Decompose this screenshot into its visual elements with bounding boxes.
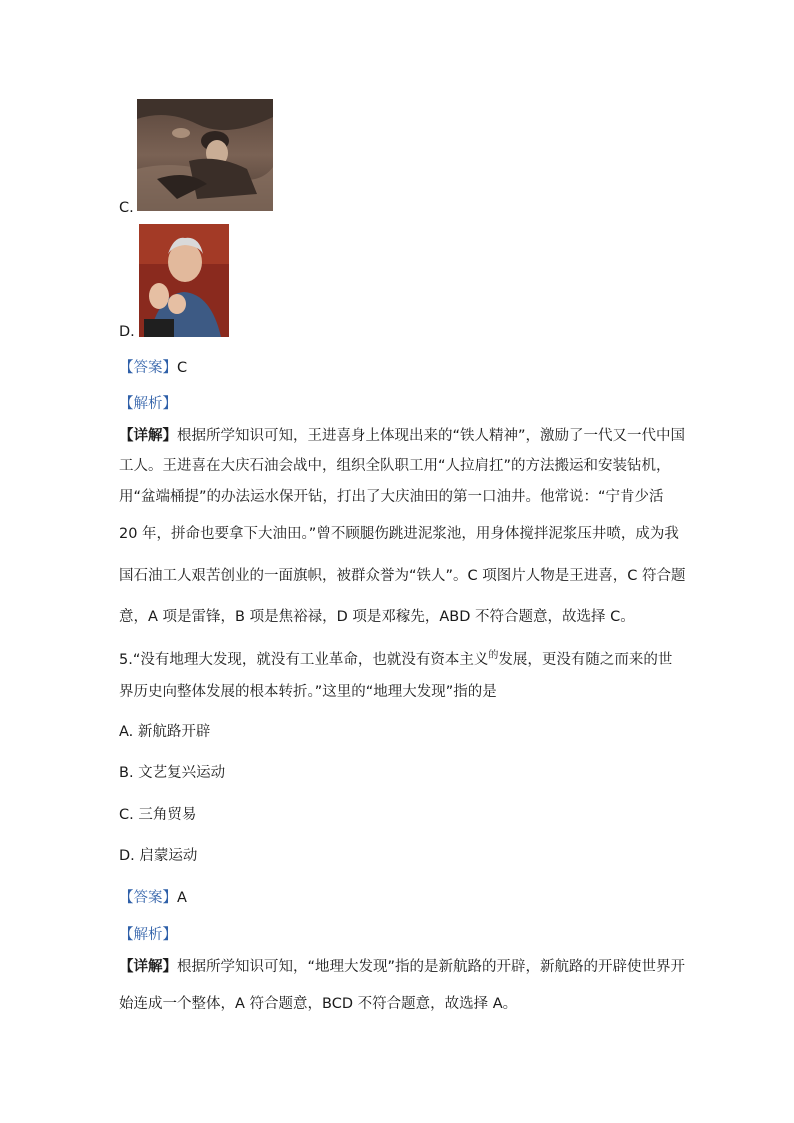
option-text: 新航路开辟 xyxy=(137,724,211,740)
option-letter: D. xyxy=(119,848,135,864)
q5-option-a xyxy=(119,722,210,742)
option-text: 三角贸易 xyxy=(138,807,197,823)
detail-text: 根据所学知识可知，“地理大发现”指的是新航路的开辟，新航路的开辟使世界开 xyxy=(177,959,686,975)
q4-detail-line: 意，A 项是雷锋，B 项是焦裕禄，D 项是邓稼先，ABD 不符合题意，故选择 C。 xyxy=(119,609,635,625)
q5-stem-sup: 的 xyxy=(488,650,499,661)
q5-stem-a: 5.“没有地理大发现，就没有工业革命，也就没有资本主义 xyxy=(119,652,489,668)
q4-detail-line xyxy=(119,426,685,446)
q5-stem-b: 发展，更没有随之而来的世 xyxy=(498,652,673,668)
q5-detail-line xyxy=(119,957,685,977)
option-text: 文艺复兴运动 xyxy=(138,765,226,781)
q5-option-b xyxy=(119,763,225,783)
option-letter: C. xyxy=(119,807,134,823)
option-letter: A. xyxy=(119,724,134,740)
q5-analysis-tag: 【解析】 xyxy=(119,927,177,943)
q5-stem-line: 界历史向整体发展的根本转折。”这里的“地理大发现”指的是 xyxy=(119,684,497,700)
q5-stem-line xyxy=(119,650,672,672)
q4-detail-line: 用“盆端桶提”的办法运水保开钻，打出了大庆油田的第一口油井。他常说：“宁肯少活 xyxy=(119,489,664,505)
answer-value: C xyxy=(177,360,188,376)
q4-detail-line: 国石油工人艰苦创业的一面旗帜，被群众誉为“铁人”。C 项图片人物是王进喜，C 符合题 xyxy=(119,568,686,584)
option-c-photo xyxy=(137,99,273,211)
option-d-letter: D. xyxy=(119,324,135,340)
option-letter: B. xyxy=(119,765,134,781)
q5-option-d xyxy=(119,846,197,866)
q4-answer-row xyxy=(119,358,187,378)
detail-tag: 【详解】 xyxy=(119,428,177,444)
answer-tag: 【答案】 xyxy=(119,890,177,906)
portrait-photo xyxy=(139,224,229,337)
q4-analysis-tag: 【解析】 xyxy=(119,396,177,412)
worker-in-mud-photo xyxy=(137,99,273,211)
option-text: 启蒙运动 xyxy=(139,848,198,864)
q4-detail-line: 工人。王进喜在大庆石油会战中，组织全队职工用“人拉肩扛”的方法搬运和安装钻机， xyxy=(119,458,671,474)
answer-value: A xyxy=(177,890,187,906)
detail-text: 根据所学知识可知，王进喜身上体现出来的“铁人精神”，激励了一代又一代中国 xyxy=(177,428,686,444)
answer-tag: 【答案】 xyxy=(119,360,177,376)
q5-answer-row xyxy=(119,888,187,908)
option-c-letter: C. xyxy=(119,200,134,216)
q5-option-c xyxy=(119,805,196,825)
option-d-photo xyxy=(139,224,229,337)
q4-detail-line: 20 年，拼命也要拿下大油田。”曾不顾腿伤跳进泥浆池，用身体搅拌泥浆压井喷，成为我 xyxy=(119,526,679,542)
detail-tag: 【详解】 xyxy=(119,959,177,975)
q5-detail-line: 始连成一个整体，A 符合题意，BCD 不符合题意，故选择 A。 xyxy=(119,996,518,1012)
